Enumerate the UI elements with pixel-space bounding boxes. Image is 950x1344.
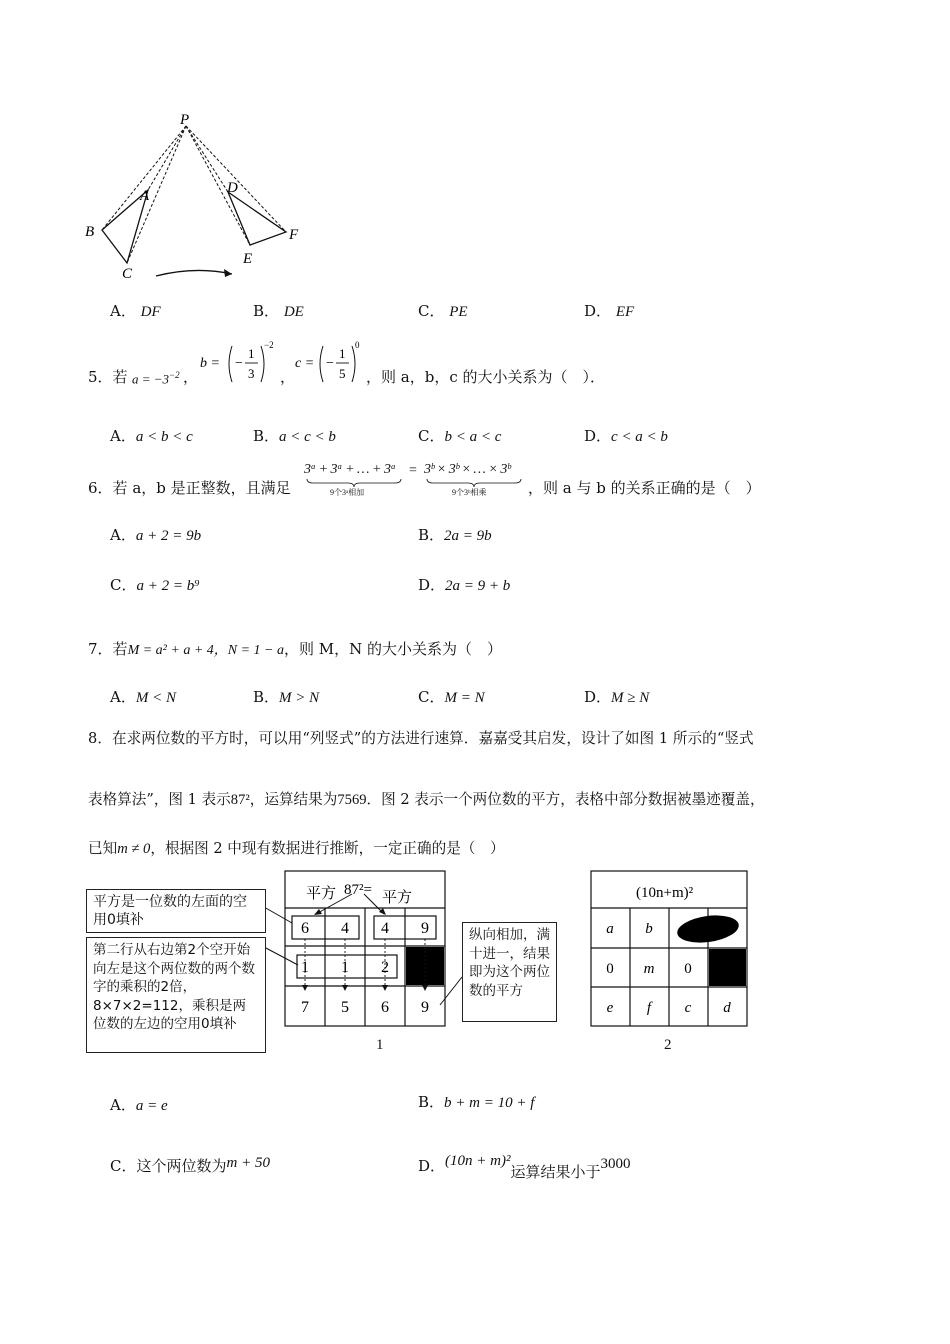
fig1-r1-c3: 4 bbox=[381, 920, 389, 937]
q6-sum bbox=[304, 462, 396, 478]
fig2-r1-c1: a bbox=[606, 921, 614, 937]
q5-b-den: 3 bbox=[248, 366, 255, 381]
fig1-note-right bbox=[462, 922, 557, 1022]
fig2-r2-c3: 0 bbox=[684, 961, 692, 977]
q5-sep2: ， bbox=[280, 368, 296, 386]
fig1-r1-c1: 6 bbox=[301, 920, 309, 937]
q7-number: 7． bbox=[88, 640, 113, 658]
q8-line2-a: 表格算法”，图 1 表示 bbox=[88, 791, 231, 808]
option-text: b < a < c bbox=[444, 429, 502, 445]
option-letter: D． bbox=[584, 302, 612, 320]
option-letter: D． bbox=[584, 427, 612, 445]
fig2-r3-c3: c bbox=[684, 1000, 692, 1016]
fig1-caption: 1 bbox=[376, 1037, 384, 1053]
q5-b-expr bbox=[198, 340, 278, 386]
q5-b-num: 1 bbox=[248, 346, 255, 361]
label-p: P bbox=[180, 112, 190, 128]
option-letter: C． bbox=[418, 688, 445, 706]
q5-option-d[interactable] bbox=[584, 425, 668, 446]
q5-c-exp: 0 bbox=[355, 340, 360, 350]
q8-line3-b: m ≠ 0 bbox=[117, 841, 151, 857]
q5-c-den: 5 bbox=[339, 366, 346, 381]
option-letter: A． bbox=[110, 688, 136, 706]
fig1-r1-c4: 9 bbox=[421, 920, 429, 937]
ink-blot bbox=[675, 912, 740, 946]
q5-tail: ，则 a，b，c 的大小关系为（ ）． bbox=[366, 368, 605, 386]
q5-c-lhs: c = bbox=[295, 356, 315, 371]
option-letter: D． bbox=[418, 1157, 446, 1175]
q6-option-b[interactable] bbox=[418, 524, 492, 545]
fig1-header-square-left: 平方 bbox=[306, 886, 337, 902]
q8-option-b[interactable] bbox=[418, 1091, 534, 1112]
q6-prod bbox=[424, 462, 510, 478]
fig1-r3-c4: 9 bbox=[421, 999, 429, 1016]
option-text: a < c < b bbox=[279, 429, 336, 445]
fig1-r2-c2: 1 bbox=[341, 959, 349, 976]
option-letter: C． bbox=[418, 302, 445, 320]
option-text: DE bbox=[283, 304, 304, 320]
q8-line3 bbox=[88, 837, 505, 858]
label-c: C bbox=[122, 266, 133, 282]
q5-option-b[interactable] bbox=[253, 425, 336, 446]
option-text: 运算结果小于 bbox=[510, 1163, 601, 1181]
option-text: M ≥ N bbox=[611, 690, 650, 706]
q5-number: 5． bbox=[88, 368, 113, 386]
q5-a-expr bbox=[132, 370, 180, 387]
q5-b-exp: −2 bbox=[264, 340, 274, 350]
label-b: B bbox=[85, 224, 95, 240]
fig1-r3-c1: 7 bbox=[301, 999, 309, 1016]
fig1-r3-c3: 6 bbox=[381, 999, 389, 1016]
q7-option-c[interactable] bbox=[418, 686, 485, 707]
q8-line3-c: ，根据图 2 中现有数据进行推断，一定正确的是（ ） bbox=[150, 840, 505, 857]
fig1-header-square-right: 平方 bbox=[382, 890, 413, 906]
fig1-r1-c2: 4 bbox=[341, 920, 349, 937]
fig2-caption: 2 bbox=[664, 1037, 672, 1053]
q6-option-d[interactable] bbox=[418, 574, 510, 595]
fig2-r3-c2: f bbox=[646, 1000, 652, 1016]
q5-sep: ， bbox=[183, 368, 199, 386]
option-text: a = e bbox=[135, 1098, 168, 1114]
option-text: 2a = 9 + b bbox=[445, 578, 511, 594]
q8-option-a[interactable] bbox=[110, 1094, 168, 1115]
q5-option-a[interactable] bbox=[110, 425, 193, 446]
option-math: (10n + m)² bbox=[445, 1153, 511, 1169]
option-text: a + 2 = b⁹ bbox=[136, 578, 200, 594]
fig1-note-right-text: 纵向相加，满十进一，结果即为这个两位数的平方 bbox=[469, 927, 550, 999]
q6-stem bbox=[88, 477, 291, 498]
q8-option-d[interactable] bbox=[418, 1153, 631, 1181]
q4-figure bbox=[80, 108, 320, 283]
q8-line1: 8．在求两位数的平方时，可以用“列竖式”的方法进行速算．嘉嘉受其启发，设计了如图 1 所示的“竖式 bbox=[88, 730, 754, 747]
option-letter: D． bbox=[418, 576, 446, 594]
option-letter: B． bbox=[418, 1093, 445, 1111]
q8-line2-e: ．图 2 表示一个两位数的平方，表格中部分数据被墨迹覆盖， bbox=[366, 791, 765, 808]
fig2-r3-c4: d bbox=[723, 1000, 731, 1016]
q4-option-b[interactable] bbox=[253, 300, 304, 321]
fig1-r2-c1: 1 bbox=[301, 959, 309, 976]
q8-option-c[interactable] bbox=[110, 1155, 270, 1176]
option-text: b + m = 10 + f bbox=[444, 1095, 535, 1111]
option-letter: A． bbox=[110, 526, 136, 544]
fig1-r2-c3: 2 bbox=[381, 959, 389, 976]
q4-option-a[interactable] bbox=[110, 300, 161, 321]
q7-pre: 若 bbox=[112, 640, 128, 658]
fig1-note-top bbox=[86, 889, 266, 933]
q6-sum-expr: 3ᵃ + 3ᵃ + … + 3ᵃ bbox=[304, 462, 396, 477]
q5-a-exp: −2 bbox=[169, 370, 180, 380]
option-math: m + 50 bbox=[226, 1155, 270, 1171]
q6-option-a[interactable] bbox=[110, 524, 201, 545]
q5-stem bbox=[88, 366, 128, 387]
q5-c-num: 1 bbox=[339, 346, 346, 361]
q8-line3-a: 已知 bbox=[88, 840, 118, 857]
q4-option-c[interactable] bbox=[418, 300, 468, 321]
option-letter: A． bbox=[110, 427, 136, 445]
q6-sum-note: 9个3ᵃ相加 bbox=[330, 488, 365, 497]
q5-c-expr bbox=[293, 340, 369, 386]
q7-option-d[interactable] bbox=[584, 686, 649, 707]
svg-text:−: − bbox=[326, 356, 334, 371]
fig2-r1-c2: b bbox=[645, 921, 653, 937]
fig2-header: (10n+m)² bbox=[636, 885, 694, 901]
q4-option-d[interactable] bbox=[584, 300, 634, 321]
q7-stem bbox=[88, 638, 502, 659]
fig1-connectors bbox=[250, 895, 480, 1015]
option-text: a + 2 = 9b bbox=[135, 528, 202, 544]
option-letter: C． bbox=[110, 1157, 137, 1175]
option-letter: B． bbox=[253, 427, 280, 445]
option-letter: B． bbox=[418, 526, 445, 544]
option-text: M > N bbox=[279, 690, 320, 706]
option-letter: D． bbox=[584, 688, 612, 706]
q8-line2-b: 87² bbox=[230, 792, 250, 808]
fig1-header-expr: 87²= bbox=[344, 882, 372, 898]
q6-pre: 若 a，b 是正整数，且满足 bbox=[112, 479, 291, 497]
q7-option-b[interactable] bbox=[253, 686, 319, 707]
label-a: A bbox=[140, 188, 150, 204]
q6-prod-expr: 3ᵇ × 3ᵇ × … × 3ᵇ bbox=[424, 462, 511, 477]
option-text: PE bbox=[449, 304, 468, 320]
q6-prod-note: 9个3ᵇ相乘 bbox=[452, 488, 487, 497]
figure-2-table bbox=[590, 870, 750, 1028]
q5-option-c[interactable] bbox=[418, 425, 501, 446]
ink-block bbox=[709, 949, 746, 986]
option-text: 2a = 9b bbox=[444, 528, 492, 544]
q7-option-a[interactable] bbox=[110, 686, 176, 707]
svg-text:−: − bbox=[235, 356, 243, 371]
option-text: M < N bbox=[135, 690, 176, 706]
option-letter: C． bbox=[418, 427, 445, 445]
q6-eq: = bbox=[409, 463, 417, 478]
option-text: c < a < b bbox=[611, 429, 668, 445]
option-letter: B． bbox=[253, 302, 280, 320]
option-text: DF bbox=[140, 304, 161, 320]
option-letter: C． bbox=[110, 576, 137, 594]
option-text: EF bbox=[615, 304, 635, 320]
q6-option-c[interactable] bbox=[110, 574, 199, 595]
fig1-note-top-text: 平方是一位数的左面的空用0填补 bbox=[93, 894, 247, 928]
fig2-r2-c1: 0 bbox=[606, 961, 614, 977]
fig2-r3-c1: e bbox=[606, 1000, 614, 1016]
q5-a-text: a = −3 bbox=[132, 371, 170, 387]
q7-m-expr: M = a² + a + 4 bbox=[127, 643, 214, 658]
fig1-note-mid-text: 第二行从右边第2个空开始向左是这个两位数的两个数字的乘积的2倍，8×7×2=112，乘积是两位数的左边的空用0填补 bbox=[93, 942, 255, 1032]
label-e: E bbox=[243, 251, 253, 267]
q6-tail: ，则 a 与 b 的关系正确的是（ ） bbox=[528, 479, 761, 497]
q5-b-lhs: b = bbox=[200, 356, 220, 371]
option-text: M = N bbox=[444, 690, 485, 706]
option-letter: B． bbox=[253, 688, 280, 706]
option-math2: 3000 bbox=[600, 1156, 631, 1172]
label-d: D bbox=[227, 180, 238, 196]
option-text: a < b < c bbox=[135, 429, 193, 445]
q6-number: 6． bbox=[88, 479, 113, 497]
fig1-r3-c2: 5 bbox=[341, 999, 349, 1016]
option-text: 这个两位数为 bbox=[136, 1157, 227, 1175]
q8-line2 bbox=[88, 788, 765, 809]
option-letter: A． bbox=[110, 1096, 136, 1114]
label-f: F bbox=[289, 227, 299, 243]
q7-tail: ，则 M，N 的大小关系为（ ） bbox=[284, 640, 503, 658]
option-letter: A． bbox=[110, 302, 136, 320]
q7-n-expr: ，N = 1 − a bbox=[213, 643, 284, 658]
q5-pre: 若 bbox=[112, 368, 128, 386]
fig2-r2-c2: m bbox=[643, 961, 655, 977]
q8-line2-d: 7569 bbox=[337, 792, 367, 808]
fig1-note-mid bbox=[86, 937, 266, 1053]
q8-line2-c: ，运算结果为 bbox=[249, 791, 338, 808]
